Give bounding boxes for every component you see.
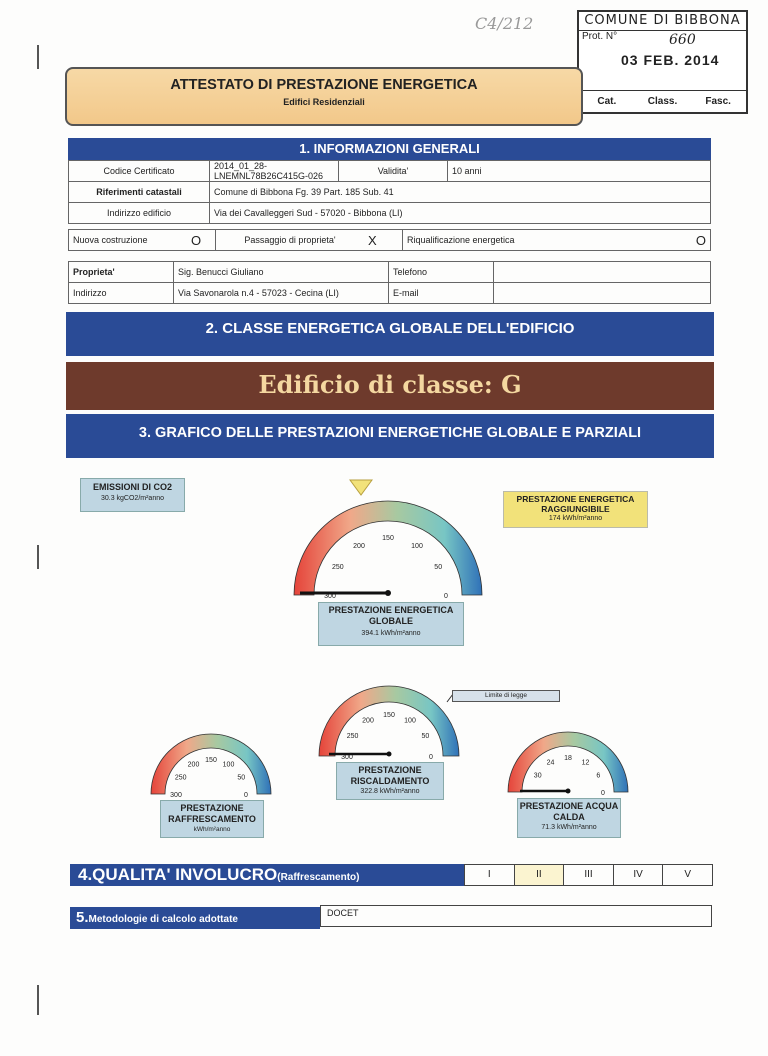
global-gauge [288,475,488,603]
hot-water-value: 71.3 kWh/m²anno [541,824,597,831]
heating-gauge-arc [319,686,459,756]
gauge-tick-label: 250 [346,733,359,740]
codice-label: Codice Certificato [69,161,210,182]
indirizzo-edificio-value: Via dei Cavalleggeri Sud - 57020 - Bibbona (LI) [210,203,711,224]
cooling-gauge [147,722,275,800]
email-label: E-mail [389,283,494,304]
codice-value: 2014_01_28-LNEMNL78B26C415G-026 [210,161,339,182]
cooling-value: kWh/m²anno [193,826,231,833]
stamp-prot-label: Prot. N° [582,31,618,42]
gauge-tick-label: 150 [382,535,394,542]
gauge-tick-label: 50 [237,774,246,782]
gauge-tick-label: 18 [564,755,572,762]
global-value: 394.1 kWh/m²anno [361,630,421,637]
riqualificazione-label: Riqualificazione energetica [403,230,683,251]
gauge-tick-label: 0 [444,593,448,600]
stamp-cat: Cat. [597,96,617,107]
owner-table [68,261,711,304]
riqualificazione-mark: O [682,230,711,251]
general-info-table [68,160,711,224]
document-subtitle: Edifici Residenziali [283,97,365,107]
hot-water-gauge [504,720,632,798]
quality-level-4: IV [613,865,663,885]
legal-limit-label: Limite di legge [452,690,560,702]
gauge-tick-label: 100 [222,761,235,769]
document-header [65,67,583,126]
building-type-table [68,229,711,251]
document-title: ATTESTATO DI PRESTAZIONE ENERGETICA [170,77,478,93]
hot-water-gauge-arc [508,732,628,792]
catastali-value: Comune di Bibbona Fg. 39 Part. 185 Sub. 41 [210,182,711,203]
global-performance-box [318,602,464,646]
co2-value: 30.3 kgCO2/m²anno [100,495,165,502]
quality-level-2: II [514,865,564,885]
stamp-prot-number: 660 [669,32,696,48]
indirizzo-edificio-label: Indirizzo edificio [69,203,210,224]
handwritten-protocol-note: C4/212 [475,14,534,33]
telefono-value [494,262,711,283]
email-value [494,283,711,304]
section-1-title: 1. INFORMAZIONI GENERALI [68,138,711,160]
stamp-comune: COMUNE DI BIBBONA [579,12,746,31]
hot-water-gauge-hub [566,789,571,794]
proprieta-value: Sig. Benucci Giuliano [174,262,389,283]
section-5-title [70,907,320,929]
gauge-tick-label: 50 [421,733,430,740]
gauge-tick-label: 200 [187,761,200,769]
achievable-performance-box [503,491,648,528]
gauge-tick-label: 200 [353,542,365,550]
scan-margin-mark [37,985,39,1015]
scan-margin-mark [37,545,39,569]
gauge-tick-label: 24 [546,759,555,767]
protocol-stamp [577,10,748,114]
passaggio-mark: X [364,230,403,251]
gauge-tick-label: 250 [331,564,344,571]
global-title: PRESTAZIONE ENERGETICA GLOBALE [328,605,454,626]
proprieta-label: Proprieta' [69,262,174,283]
hot-water-performance-box [517,798,621,838]
envelope-quality-scale [464,864,713,886]
global-gauge-target-pointer [350,480,372,495]
heating-title: PRESTAZIONE RISCALDAMENTO [350,765,430,786]
co2-title: EMISSIONI DI CO2 [92,482,172,492]
section-3-title: 3. GRAFICO DELLE PRESTAZIONI ENERGETICHE GLOBALE E PARZIALI [66,414,714,458]
achievable-value: 174 kWh/m²anno [548,515,603,522]
heating-gauge-hub [387,752,392,757]
gauge-tick-label: 150 [205,757,217,764]
gauge-tick-label: 0 [244,792,248,799]
gauge-tick-label: 0 [429,754,433,761]
section-4-title [70,864,464,886]
quality-level-5: V [662,865,712,885]
section-4-sub: (Raffrescamento) [277,872,360,883]
gauge-tick-label: 100 [411,542,423,550]
owner-indirizzo-value: Via Savonarola n.4 - 57023 - Cecina (LI) [174,283,389,304]
validita-value: 10 anni [448,161,711,182]
co2-emissions-box [80,478,185,512]
gauge-tick-label: 300 [170,792,182,799]
heating-gauge [315,672,463,764]
achievable-title: PRESTAZIONE ENERGETICA RAGGIUNGIBILE [516,494,635,514]
cooling-gauge-arc [151,734,271,794]
calculation-method-value: DOCET [320,905,712,927]
stamp-date: 03 FEB. 2014 [621,52,720,68]
section-2-title: 2. CLASSE ENERGETICA GLOBALE DELL'EDIFICIO [66,312,714,356]
global-gauge-arc [294,501,482,595]
heating-value: 322.8 kWh/m²anno [360,788,420,795]
gauge-tick-label: 12 [581,759,590,767]
gauge-tick-label: 0 [601,790,605,797]
quality-level-1: I [487,869,491,880]
gauge-tick-label: 50 [434,564,443,571]
section-4-label: 4.QUALITA' INVOLUCRO [78,865,278,884]
validita-label: Validita' [339,161,448,182]
gauge-tick-label: 200 [362,717,374,725]
stamp-classification [579,90,746,113]
scan-margin-mark [37,45,39,69]
hot-water-title: PRESTAZIONE ACQUA CALDA [519,801,619,822]
cooling-title: PRESTAZIONE RAFFRESCAMENTO [168,803,256,824]
gauge-tick-label: 6 [596,772,601,780]
telefono-label: Telefono [389,262,494,283]
heating-performance-box [336,762,444,800]
nuova-costruzione-label: Nuova costruzione [69,230,188,251]
quality-level-3: III [563,865,613,885]
cooling-performance-box [160,800,264,838]
stamp-class: Class. [647,96,678,107]
catastali-label: Riferimenti catastali [69,182,210,203]
gauge-tick-label: 300 [341,754,353,761]
owner-indirizzo-label: Indirizzo [69,283,174,304]
gauge-tick-label: 300 [324,593,336,600]
section-5-label: Metodologie di calcolo adottate [88,914,238,925]
gauge-tick-label: 100 [404,717,416,725]
section-5-number: 5. [76,909,89,926]
gauge-tick-label: 250 [174,774,187,782]
gauge-tick-label: 30 [533,772,542,780]
gauge-tick-label: 150 [383,712,395,719]
stamp-fasc: Fasc. [705,96,731,107]
passaggio-label: Passaggio di proprieta' [216,230,365,251]
global-gauge-hub [385,590,391,596]
energy-class-banner: Edificio di classe: G [66,362,714,410]
nuova-costruzione-mark: O [187,230,216,251]
